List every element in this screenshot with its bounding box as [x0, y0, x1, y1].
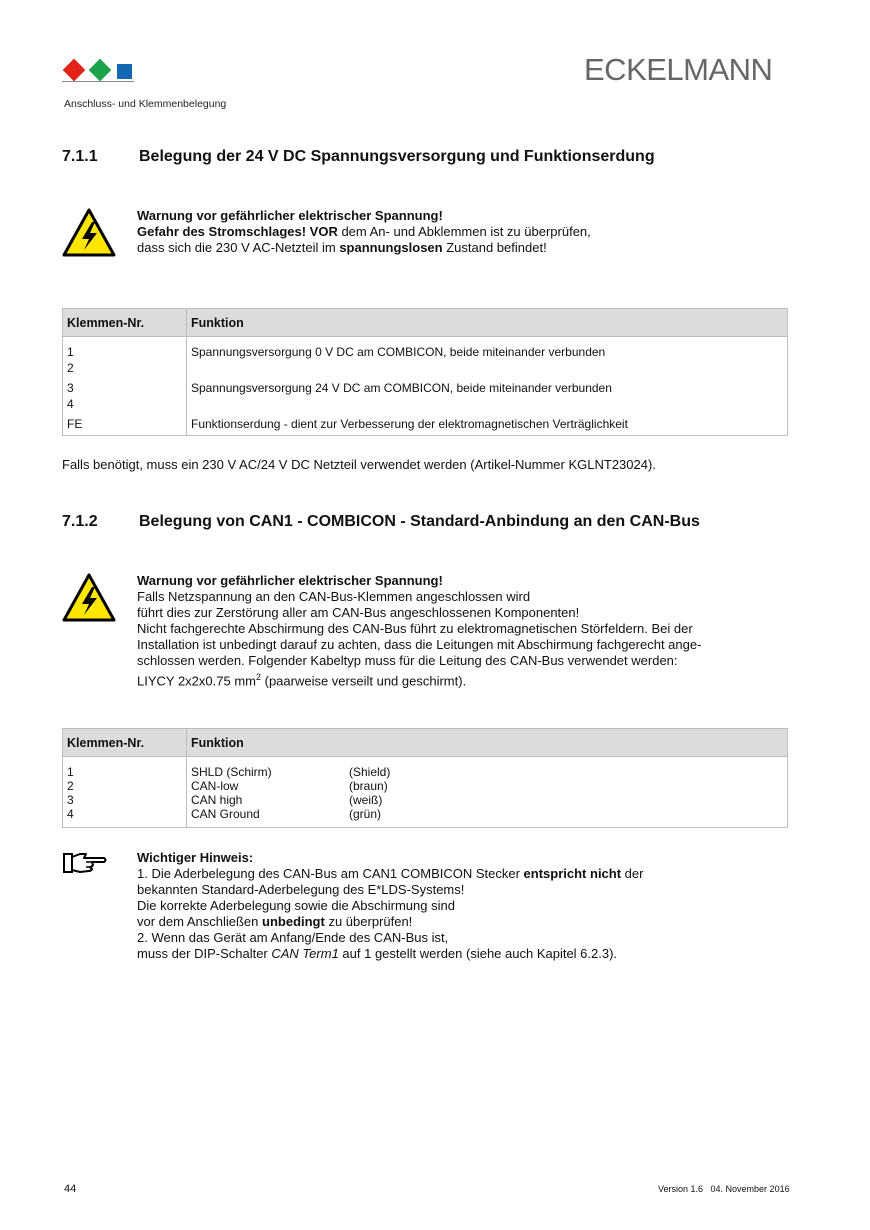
- function-cell: Spannungsversorgung 0 V DC am COMBICON, beide miteinander verbunden: [187, 337, 788, 360]
- function-cell: [187, 807, 788, 828]
- warning-line: schlossen werden. Folgender Kabeltyp muss für die Leitung des CAN-Bus verwendet werden:: [137, 653, 678, 668]
- pin-cell: 4: [63, 395, 187, 411]
- warning-icon: [62, 208, 116, 258]
- table-header-pin: Klemmen-Nr.: [63, 729, 187, 757]
- warning-box-1: [137, 208, 591, 256]
- important-hint-box: [137, 850, 643, 962]
- table-row: [63, 359, 788, 375]
- pin-cell: FE: [63, 411, 187, 436]
- hint-line: vor dem Anschließen: [137, 914, 263, 929]
- warning-line: Falls Netzspannung an den CAN-Bus-Klemmen angeschlossen wird: [137, 589, 531, 604]
- section-title: Belegung der 24 V DC Spannungsversorgung und Funktionserdung: [139, 148, 655, 165]
- hint-line: zu überprüfen!: [324, 914, 413, 929]
- signal-detail: (Shield): [349, 765, 391, 779]
- warning-heading: Warnung vor gefährlicher elektrischer Spannung!: [137, 208, 443, 223]
- hint-line: Die korrekte Aderbelegung sowie die Abschirmung sind: [137, 898, 455, 913]
- function-cell: [187, 757, 788, 780]
- table-row: [63, 757, 788, 780]
- logo-red-square: [63, 59, 86, 82]
- table-row: [63, 411, 788, 436]
- table-header-function: Funktion: [187, 729, 788, 757]
- table-row: [63, 793, 788, 807]
- hint-line: 1. Die Aderbelegung des CAN-Bus am CAN1 COMBICON Stecker: [137, 866, 524, 881]
- function-cell: [187, 793, 788, 807]
- pin-cell: 3: [63, 793, 187, 807]
- hint-line-italic: CAN Term1: [271, 946, 339, 961]
- cable-superscript: 2: [255, 672, 261, 682]
- hint-line: der: [621, 866, 644, 881]
- pin-cell: 2: [63, 779, 187, 793]
- table-row: [63, 375, 788, 395]
- section-title: Belegung von CAN1 - COMBICON - Standard-Anbindung an den CAN-Bus: [139, 513, 700, 530]
- pin-cell: 1: [63, 337, 187, 360]
- function-cell: Spannungsversorgung 24 V DC am COMBICON, beide miteinander verbunden: [187, 375, 788, 395]
- warning-line: dem An- und Abklemmen ist zu überprüfen,: [337, 224, 591, 239]
- warning-line: Nicht fachgerechte Abschirmung des CAN-Bus führt zu elektromagnetischen Störfeldern. Bei der: [137, 621, 693, 636]
- section-number: 7.1.2: [62, 513, 98, 530]
- page-number: 44: [64, 1183, 77, 1195]
- table-row: [63, 779, 788, 793]
- warning-line: Zustand befindet!: [442, 240, 547, 255]
- function-cell: Funktionserdung - dient zur Verbesserung der elektromagnetischen Verträglichkeit: [187, 411, 788, 436]
- section-heading-7-1-2: [62, 513, 700, 531]
- signal-name: SHLD (Schirm): [191, 765, 272, 779]
- logo-blue-square: [117, 64, 132, 79]
- table-row: [63, 395, 788, 411]
- warning-box-2: [137, 573, 701, 689]
- table-header-pin: Klemmen-Nr.: [63, 309, 187, 337]
- section-number: 7.1.1: [62, 148, 98, 165]
- warning-line-bold: Gefahr des Stromschlages! VOR: [137, 224, 338, 239]
- signal-detail: (braun): [349, 779, 388, 793]
- logo-underline: [62, 81, 134, 82]
- signal-name: CAN Ground: [191, 807, 260, 821]
- pin-cell: 1: [63, 757, 187, 780]
- warning-line: Installation ist unbedingt darauf zu achten, dass die Leitungen mit Abschirmung fachgerecht ange-: [137, 637, 702, 652]
- table-header-function: Funktion: [187, 309, 788, 337]
- pin-cell: 3: [63, 375, 187, 395]
- power-supply-note: Falls benötigt, muss ein 230 V AC/24 V DC Netzteil verwendet werden (Artikel-Nummer KGLNT23024).: [62, 457, 656, 472]
- hint-line: muss der DIP-Schalter: [137, 946, 272, 961]
- signal-name: CAN high: [191, 793, 243, 807]
- pin-cell: 2: [63, 359, 187, 375]
- function-cell: [187, 395, 788, 411]
- signal-detail: (grün): [349, 807, 382, 821]
- cable-type-line: [137, 669, 701, 689]
- brand-name: ECKELMANN: [584, 52, 773, 87]
- pin-cell: 4: [63, 807, 187, 828]
- section-heading-7-1-1: [62, 148, 655, 166]
- hint-line-bold: entspricht nicht: [523, 866, 622, 881]
- hint-line: auf 1 gestellt werden (siehe auch Kapitel 6.2.3).: [338, 946, 618, 961]
- hint-line: 2. Wenn das Gerät am Anfang/Ende des CAN-Bus ist,: [137, 930, 449, 945]
- cable-description: (paarweise verseilt und geschirmt).: [261, 673, 467, 689]
- signal-name: CAN-low: [191, 779, 239, 793]
- cable-type: LIYCY 2x2x0.75 mm: [137, 673, 256, 689]
- function-cell: [187, 359, 788, 375]
- warning-line: führt dies zur Zerstörung aller am CAN-Bus angeschlossenen Komponenten!: [137, 605, 580, 620]
- hint-line-bold: unbedingt: [262, 914, 325, 929]
- signal-detail: (weiß): [349, 793, 383, 807]
- table-row: [63, 337, 788, 360]
- warning-line-bold: spannungslosen: [339, 240, 443, 255]
- warning-icon: [62, 573, 116, 623]
- pointing-hand-icon: [62, 850, 108, 876]
- can-pin-table: [62, 728, 788, 828]
- hint-heading: Wichtiger Hinweis:: [137, 850, 254, 865]
- logo-green-square: [89, 59, 112, 82]
- hint-line: bekannten Standard-Aderbelegung des E*LDS-Systems!: [137, 882, 465, 897]
- page-subtitle: Anschluss- und Klemmenbelegung: [64, 98, 227, 110]
- warning-line: dass sich die 230 V AC-Netzteil im: [137, 240, 340, 255]
- warning-heading: Warnung vor gefährlicher elektrischer Spannung!: [137, 573, 443, 588]
- version-info: Version 1.6 04. November 2016: [658, 1184, 790, 1194]
- power-pin-table: [62, 308, 788, 436]
- function-cell: [187, 779, 788, 793]
- table-row: [63, 807, 788, 828]
